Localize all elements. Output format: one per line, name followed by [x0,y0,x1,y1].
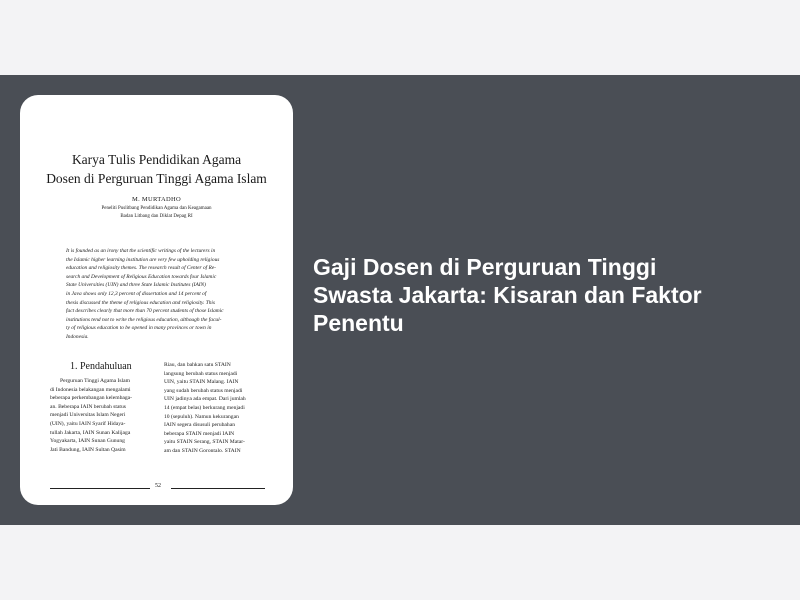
column-line: langsung berubah status menjadi [164,370,238,377]
column-line: di Indonesia belakangan mengalami [50,386,131,393]
column-line: Perguruan Tinggi Agama Islam [60,378,130,384]
document-abstract [66,247,248,342]
document-title-line-1: Karya Tulis Pendidikan Agama [71,152,242,167]
document-affiliation-line-2: Badan Litbang dan Diklat Depag RI [120,214,193,219]
column-line: 10 (sepuluh). Namun kekurangan [164,413,239,420]
document-title-line-2: Dosen di Perguruan Tinggi Agama Islam [46,171,267,186]
abstract-line: in Java shows only 12,3 percent of dissertation and 14 percent of [66,290,207,297]
document-author: M. MURTADHO [132,196,181,203]
column-line: menjadi Universitas Islam Negeri [50,412,126,419]
column-line: Yogyakarta, IAIN Sunan Gunung [50,438,125,445]
headline-line: Swasta Jakarta: Kisaran dan Faktor [313,282,702,308]
abstract-line: State Universities (UIN) and three State Islamic Institutes (IAIN) [66,282,206,289]
headline-line: Gaji Dosen di Perguruan Tinggi [313,254,657,280]
column-line: an. Beberapa IAIN berubah status [50,403,126,410]
abstract-line: ty of religious education to be opened in many provinces or town in [66,325,212,332]
column-line: IAIN segera disusuli perubahan [164,422,235,429]
abstract-line: It is founded as an irony that the scientific writings of the lecturers in [66,248,216,254]
column-line: am dan STAIN Gorontalo. STAIN [164,447,241,454]
section-heading: 1. Pendahuluan [70,361,132,372]
document-affiliation-line-1: Peneliti Puslitbang Pendidikan Agama dan Keagamaan [101,206,212,211]
post-headline[interactable] [313,253,773,337]
column-line: Riau, dan bahkan satu STAIN [164,362,231,368]
column-line: tullah Jakarta, IAIN Sunan Kalijaga [50,429,131,436]
document-left-column [50,377,152,454]
column-line: beberapa perkembangan kelembaga- [50,395,132,402]
column-line: beberapa STAIN menjadi IAIN [164,430,235,437]
footer-rule-right [171,488,265,489]
abstract-line: Indonesia. [66,333,89,340]
abstract-line: fact describes clearly that more than 70 percent students of those Islamic [66,308,224,315]
abstract-line: thesis discussed the theme of religious education and religiosity. This [66,299,216,306]
column-line: Jati Bandung, IAIN Sultan Qasim [50,446,126,453]
column-line: yang sudah berubah status menjadi [164,387,243,394]
abstract-line: search and Development of Religious Education towards four Islamic [66,273,217,280]
abstract-line: institutions tend not to write the religious education, although the facul- [66,316,222,323]
headline-line: Penentu [313,310,404,336]
abstract-line: the Islamic higher learning institution are very few upholding religious [66,256,220,263]
column-line: 14 (empat belas) berkurang menjadi [164,404,245,411]
column-line: UIN jadinya ada empat. Dari jumlah [164,396,246,403]
featured-banner [0,75,800,525]
abstract-line: education and religiosity themes. The research result of Center of Re- [66,265,216,272]
column-line: UIN, yaitu STAIN Malang. IAIN [164,379,239,386]
footer-rule-left [50,488,150,489]
document-right-column [164,361,266,456]
column-line: yaitu STAIN Serang, STAIN Matar- [164,439,245,446]
document-thumbnail[interactable] [20,95,293,505]
page-number: 52 [155,483,161,489]
column-line: (UIN), yaitu IAIN Syarif Hidaya- [50,420,126,427]
